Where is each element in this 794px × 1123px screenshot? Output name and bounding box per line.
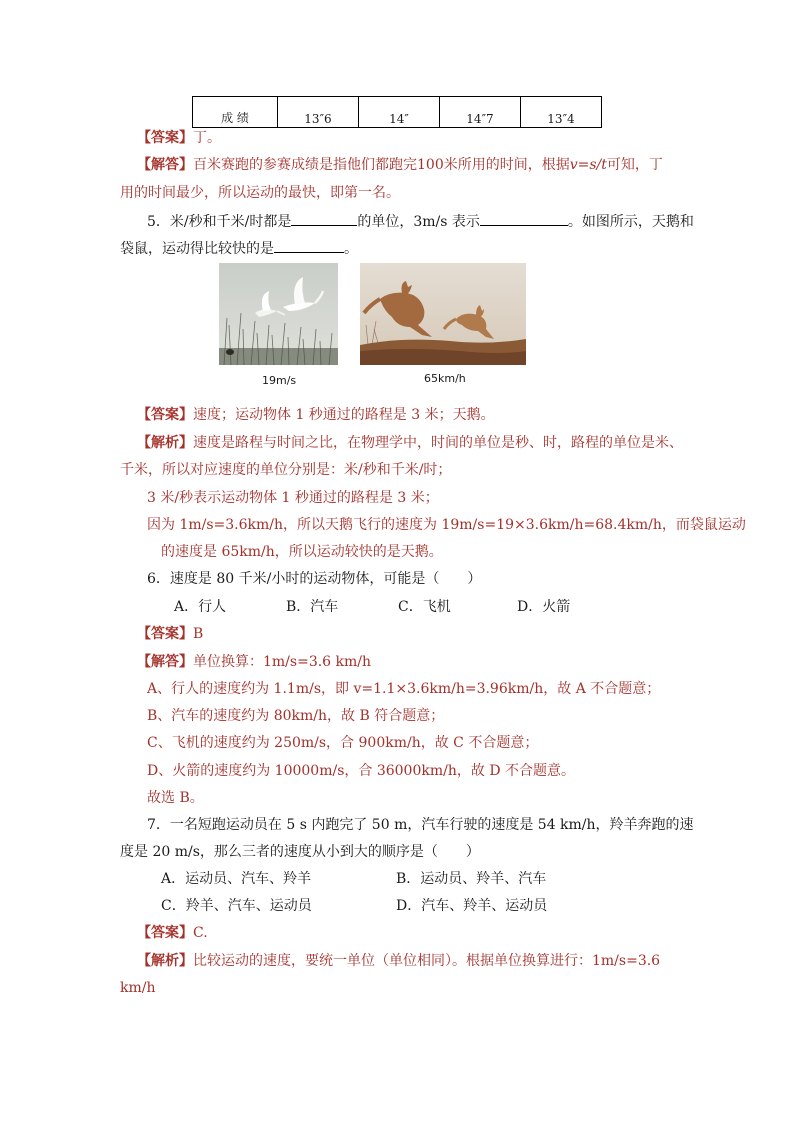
q5-analysis-line: 千米，所以对应速度的单位分别是：米/秒和千米/时；: [120, 462, 452, 478]
table-cell: 14″7: [440, 97, 521, 128]
kangaroo-caption: 65km/h: [424, 372, 466, 385]
q7-option-a: A．运动员、汽车、羚羊: [161, 871, 312, 887]
swan-caption: 19m/s: [262, 374, 297, 387]
table-row: [193, 97, 602, 128]
table-cell: 14″: [359, 97, 440, 128]
answer-text: C.: [193, 925, 208, 941]
q6-stem: 6．速度是 80 千米/小时的运动物体，可能是（ ）: [147, 571, 482, 587]
answer-blank: [480, 211, 568, 226]
q6-solution: 【解答】单位换算：1m/s=3.6 km/h: [137, 654, 372, 670]
answer-tag: 【答案】: [137, 407, 193, 423]
answer-tag: 【答案】: [137, 626, 193, 642]
q7-option-c: C．羚羊、汽车、运动员: [161, 898, 312, 914]
q6-solution-line: A、行人的速度约为 1.1m/s，即 v=1.1×3.6km/h=3.96km/h，故 A 不合题意；: [147, 681, 661, 697]
solution-tag: 【解答】: [137, 654, 193, 670]
kangaroo-image: [360, 263, 526, 365]
kangaroo-photo: [360, 263, 526, 365]
table-cell: 13″6: [278, 97, 359, 128]
q7-option-d: D．汽车、羚羊、运动员: [396, 898, 548, 914]
answer-tag: 【答案】: [137, 130, 193, 146]
answer-blank: [291, 211, 357, 226]
q5-stem: 5．米/秒和千米/时都是 的单位，3m/s 表示 。如图所示，天鹅和: [147, 211, 694, 232]
q6-solution-line: B、汽车的速度约为 80km/h，故 B 符合题意；: [147, 708, 445, 724]
q7-stem-cont: 度是 20 m/s，那么三者的速度从小到大的顺序是（ ）: [120, 844, 480, 860]
q6-answer: [137, 624, 203, 644]
q4-solution: 【解答】百米赛跑的参赛成绩是指他们都跑完100米所用的时间，根据v=s/t可知，丁: [137, 157, 663, 173]
q6-conclusion: 故选 B。: [147, 790, 204, 806]
solution-tag: 【解答】: [137, 157, 193, 173]
swan-photo: [219, 263, 338, 365]
table-cell: 13″4: [521, 97, 602, 128]
q6-option-b: B．汽车: [286, 599, 339, 615]
score-table: [192, 96, 602, 128]
analysis-tag: 【解析】: [137, 435, 193, 451]
answer-tag: 【答案】: [137, 925, 193, 941]
formula: v=s/t: [569, 157, 607, 173]
q5-analysis-line: 因为 1m/s=3.6km/h，所以天鹅飞行的速度为 19m/s=19×3.6km/h=68.4km/h，而袋鼠运动: [147, 517, 746, 533]
q5-analysis-line: 的速度是 65km/h，所以运动较快的是天鹅。: [161, 544, 443, 560]
answer-text: B: [193, 626, 204, 642]
swan-image: [219, 263, 338, 365]
q4-answer: [137, 128, 221, 148]
q6-solution-line: D、火箭的速度约为 10000m/s，合 36000km/h，故 D 不合题意。: [147, 763, 575, 779]
answer-text: 速度；运动物体 1 秒通过的路程是 3 米；天鹅。: [193, 407, 495, 423]
answer-text: 丁。: [193, 130, 221, 146]
table-header-cell: 成 绩: [193, 97, 278, 128]
q5-analysis-line: 3 米/秒表示运动物体 1 秒通过的路程是 3 米；: [147, 490, 439, 506]
analysis-tag: 【解析】: [137, 953, 193, 969]
answer-blank: [274, 238, 344, 253]
q7-analysis: 【解析】比较运动的速度，要统一单位（单位相同）。根据单位换算进行：1m/s=3.6: [137, 953, 661, 969]
q7-answer: [137, 923, 208, 943]
q5-stem-cont: 袋鼠，运动得比较快的是 。: [120, 238, 358, 259]
q6-solution-line: C、飞机的速度约为 250m/s，合 900km/h，故 C 不合题意；: [147, 735, 539, 751]
q5-analysis: 【解析】速度是路程与时间之比，在物理学中，时间的单位是秒、时，路程的单位是米、: [137, 435, 683, 451]
q6-option-d: D．火箭: [517, 599, 571, 615]
q7-option-b: B．运动员、羚羊、汽车: [396, 871, 547, 887]
q7-analysis-line: km/h: [120, 980, 156, 996]
q7-stem: 7．一名短跑运动员在 5 s 内跑完了 50 m，汽车行驶的速度是 54 km/h，羚羊奔跑的速: [147, 817, 694, 833]
q5-answer: [137, 405, 495, 425]
q6-option-c: C．飞机: [398, 599, 451, 615]
q4-solution-cont: 用的时间最少，所以运动的最快，即第一名。: [120, 185, 400, 201]
q6-option-a: A．行人: [174, 599, 227, 615]
